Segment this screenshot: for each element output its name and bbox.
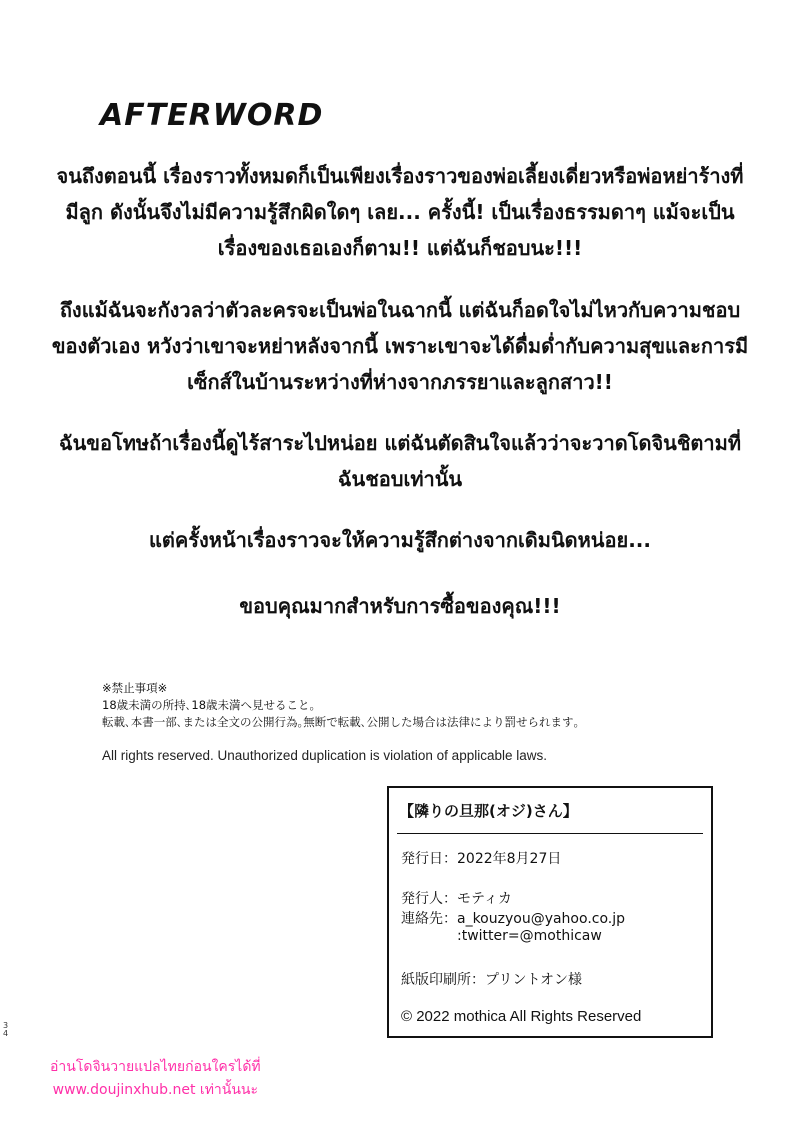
paragraph-line: ขอบคุณมากสำหรับการซื้อของคุณ!!! (239, 594, 561, 618)
paragraph-line: ถึงแม้ฉันจะกังวลว่าตัวละครจะเป็นพ่อในฉากนี้ แต่ฉันก็อดใจไม่ไหวกับความชอบ (59, 298, 741, 322)
paragraph-line: แต่ครั้งหน้าเรื่องราวจะให้ความรู้สึกต่างจากเดิมนิดหน่อย... (149, 528, 651, 552)
afterword-paragraph-1 (20, 158, 780, 266)
notice-heading: ※禁止事項※ (102, 681, 168, 695)
notice-line: 18歳未満の所持､18歳未満へ見せること｡ (102, 698, 316, 712)
paragraph-line: ฉันขอโทษถ้าเรื่องนี้ดูไร้สาระไปหน่อย แต่ฉันตัดสินใจแล้วว่าจะวาดโดจินชิตามที่ (58, 431, 741, 455)
afterword-paragraph-3 (20, 425, 780, 497)
colophon-title: 【隣りの旦那(オジ)さん】 (399, 802, 578, 820)
paragraph-line: จนถึงตอนนี้ เรื่องราวทั้งหมดก็เป็นเพียงเรื่องราวของพ่อเลี้ยงเดี่ยวหรือพ่อหย่าร้างที่ (56, 164, 744, 188)
paragraph-line: เซ็กส์ในบ้านระหว่างที่ห่างจากภรรยาและลูกสาว!! (187, 370, 613, 394)
paragraph-line: มีลูก ดังนั้นจึงไม่มีความรู้สึกผิดใดๆ เลย... ครั้งนี้! เป็นเรื่องธรรมดาๆ แม้จะเป็น (65, 200, 735, 224)
watermark-line: www.doujinxhub.net เท่านั้นนะ (52, 1082, 259, 1098)
publisher: 発行人：モティカ (401, 891, 512, 907)
watermark-line: อ่านโดจินวายแปลไทยก่อนใครได้ที่ (50, 1059, 261, 1075)
colophon-divider (397, 833, 703, 834)
paragraph-line: เรื่องของเธอเองก็ตาม!! แต่ฉันก็ชอบนะ!!! (217, 236, 583, 260)
page-number-text (3, 1022, 8, 1038)
afterword-paragraph-5 (20, 588, 780, 624)
twitter-handle: :twitter=@mothicaw (457, 928, 602, 944)
page-number-digit: 3 (3, 1021, 9, 1030)
prohibition-notice (102, 680, 579, 731)
colophon-box (387, 786, 713, 1038)
contact-email: 連絡先：a_kouzyou@yahoo.co.jp (401, 911, 626, 927)
page-number-digit: 4 (3, 1029, 9, 1038)
afterword-paragraph-2 (20, 292, 780, 400)
rights-statement: All rights reserved. Unauthorized duplication is violation of applicable laws. (102, 748, 547, 763)
publish-date: 発行日：2022年8月27日 (401, 851, 562, 867)
paragraph-line: ของตัวเอง หวังว่าเขาจะหย่าหลังจากนี้ เพราะเขาจะได้ดื่มด่ำกับความสุขและการมี (51, 334, 749, 358)
copyright: © 2022 mothica All Rights Reserved (401, 1008, 642, 1025)
page-number (3, 1022, 8, 1038)
afterword-paragraph-4 (20, 522, 780, 558)
watermark (50, 1056, 261, 1102)
notice-line: 転載､本書一部､または全文の公開行為｡無断で転載､公開した場合は法律により罰せられます｡ (102, 715, 580, 729)
paragraph-line: ฉันชอบเท่านั้น (337, 467, 463, 491)
printer: 紙版印刷所：プリントオン様 (401, 972, 583, 988)
afterword-title: AFTERWORD (100, 98, 324, 133)
